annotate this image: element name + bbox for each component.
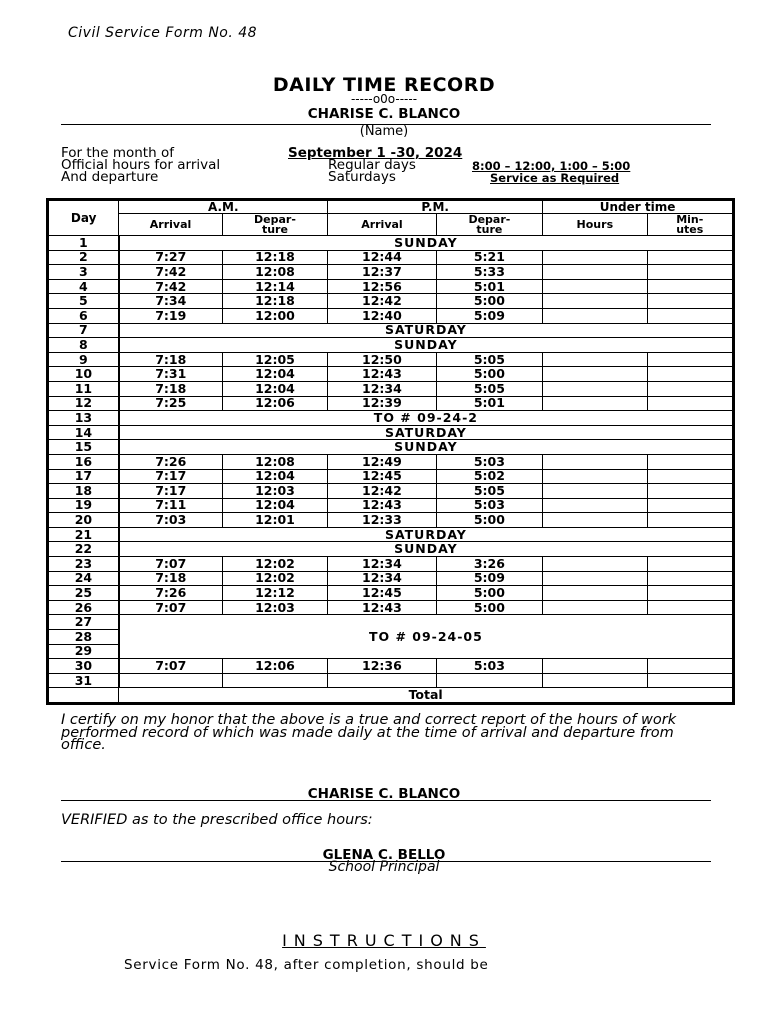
pm-departure-cell: 5:05	[436, 352, 542, 367]
table-row	[48, 571, 734, 586]
pm-departure-cell: 5:03	[436, 454, 542, 469]
day-cell: 1	[48, 236, 119, 251]
pm-arrival-cell: 12:56	[328, 279, 436, 294]
am-arrival-cell: 7:18	[119, 381, 222, 396]
verified-text: VERIFIED as to the prescribed office hours:	[61, 812, 373, 828]
undertime-minutes-cell	[647, 484, 733, 499]
table-row	[48, 323, 734, 338]
am-departure-cell: 12:04	[222, 498, 327, 513]
day-cell: 29	[48, 644, 119, 659]
am-departure-cell: 12:01	[222, 513, 327, 528]
instructions-text: Service Form No. 48, after completion, should be	[124, 957, 489, 973]
day-note-cell: TO # 09-24-05	[119, 615, 734, 659]
table-row	[48, 586, 734, 601]
pm-departure-cell: 5:33	[436, 265, 542, 280]
day-note-cell: SUNDAY	[119, 440, 734, 455]
undertime-hours-cell	[543, 294, 647, 309]
employee-name: CHARISE C. BLANCO	[307, 106, 461, 122]
am-departure-cell: 12:18	[222, 250, 327, 265]
month-label: For the month of	[61, 145, 174, 161]
table-row	[48, 469, 734, 484]
pm-departure-cell: 5:09	[436, 308, 542, 323]
undertime-hours-cell	[543, 352, 647, 367]
pm-arrival-cell: 12:50	[328, 352, 436, 367]
day-cell: 17	[48, 469, 119, 484]
pm-arrival-cell: 12:43	[328, 498, 436, 513]
am-arrival-cell: 7:27	[119, 250, 222, 265]
day-cell: 18	[48, 484, 119, 499]
undertime-minutes-cell	[647, 308, 733, 323]
table-row	[48, 265, 734, 280]
table-row	[48, 396, 734, 411]
am-arrival-cell: 7:11	[119, 498, 222, 513]
pm-departure-cell: 3:26	[436, 557, 542, 572]
official-hours-label: Official hours for arrival	[61, 157, 221, 173]
undertime-minutes-cell	[647, 673, 733, 688]
am-arrival-cell: 7:18	[119, 571, 222, 586]
undertime-hours-cell	[543, 454, 647, 469]
day-cell: 20	[48, 513, 119, 528]
undertime-minutes-cell	[647, 352, 733, 367]
pm-departure-cell: 5:00	[436, 600, 542, 615]
pm-arrival-cell: 12:34	[328, 381, 436, 396]
am-departure-cell: 12:08	[222, 454, 327, 469]
departure-label: And departure	[61, 169, 159, 185]
certification-text: I certify on my honor that the above is a true and correct report of the hours of work performed record of which was made daily at the time of arrival and departure from office.	[61, 712, 677, 753]
undertime-hours-cell	[543, 600, 647, 615]
pm-departure-cell: 5:21	[436, 250, 542, 265]
day-cell: 30	[48, 659, 119, 674]
name-caption: (Name)	[359, 124, 409, 139]
table-row	[48, 425, 734, 440]
table-row	[48, 236, 734, 251]
saturdays-value: Service as Required	[490, 171, 620, 185]
table-row	[48, 673, 734, 688]
undertime-hours-cell	[543, 571, 647, 586]
am-departure-cell: 12:03	[222, 484, 327, 499]
table-row	[48, 352, 734, 367]
day-cell: 7	[48, 323, 119, 338]
undertime-minutes-cell	[647, 557, 733, 572]
am-arrival-cell: 7:26	[119, 586, 222, 601]
am-arrival-cell: 7:42	[119, 265, 222, 280]
day-cell: 23	[48, 557, 119, 572]
day-cell: 12	[48, 396, 119, 411]
am-departure-cell: 12:06	[222, 659, 327, 674]
pm-departure-cell: 5:03	[436, 498, 542, 513]
am-arrival-cell: 7:18	[119, 352, 222, 367]
undertime-hours-cell	[543, 513, 647, 528]
undertime-hours-cell	[543, 381, 647, 396]
undertime-hours-cell	[543, 250, 647, 265]
pm-arrival-cell: 12:45	[328, 469, 436, 484]
day-cell: 31	[48, 673, 119, 688]
day-note-cell: SATURDAY	[119, 323, 734, 338]
day-cell: 8	[48, 338, 119, 353]
am-header: A.M.	[119, 200, 328, 214]
am-arrival-cell	[119, 673, 222, 688]
verifier-position: School Principal	[328, 859, 440, 875]
day-cell: 19	[48, 498, 119, 513]
undertime-minutes-cell	[647, 498, 733, 513]
day-note-cell: SUNDAY	[119, 236, 734, 251]
title-separator: -----o0o-----	[350, 92, 418, 106]
day-cell: 5	[48, 294, 119, 309]
table-row	[48, 557, 734, 572]
total-label: Total	[119, 688, 734, 704]
am-departure-cell: 12:02	[222, 571, 327, 586]
table-row	[48, 250, 734, 265]
table-row	[48, 294, 734, 309]
day-cell: 13	[48, 411, 119, 426]
undertime-minutes-header: Min- utes	[647, 214, 733, 236]
day-note-cell: TO # 09-24-2	[119, 411, 734, 426]
am-departure-cell	[222, 673, 327, 688]
time-record-table	[46, 198, 735, 705]
pm-arrival-cell: 12:42	[328, 294, 436, 309]
table-row	[48, 615, 734, 630]
table-row	[48, 513, 734, 528]
pm-arrival-cell	[328, 673, 436, 688]
am-departure-cell: 12:02	[222, 557, 327, 572]
undertime-minutes-cell	[647, 659, 733, 674]
total-spacer-cell	[48, 688, 119, 704]
table-row	[48, 440, 734, 455]
saturdays-label: Saturdays	[328, 169, 396, 185]
undertime-minutes-cell	[647, 571, 733, 586]
undertime-minutes-cell	[647, 600, 733, 615]
undertime-hours-cell	[543, 673, 647, 688]
verifier-name: GLENA C. BELLO	[322, 847, 446, 863]
table-row	[48, 454, 734, 469]
pm-arrival-cell: 12:42	[328, 484, 436, 499]
undertime-hours-cell	[543, 367, 647, 382]
pm-departure-cell: 5:05	[436, 484, 542, 499]
table-row	[48, 527, 734, 542]
day-cell: 3	[48, 265, 119, 280]
pm-arrival-cell: 12:36	[328, 659, 436, 674]
pm-arrival-cell: 12:45	[328, 586, 436, 601]
am-departure-cell: 12:04	[222, 381, 327, 396]
day-cell: 21	[48, 527, 119, 542]
undertime-hours-cell	[543, 396, 647, 411]
pm-header: P.M.	[328, 200, 543, 214]
day-cell: 4	[48, 279, 119, 294]
day-cell: 10	[48, 367, 119, 382]
am-arrival-cell: 7:42	[119, 279, 222, 294]
document-title: DAILY TIME RECORD	[272, 74, 496, 96]
day-cell: 15	[48, 440, 119, 455]
am-departure-header: Depar- ture	[222, 214, 327, 236]
am-arrival-cell: 7:07	[119, 600, 222, 615]
undertime-minutes-cell	[647, 279, 733, 294]
instructions-heading-wrap	[0, 931, 768, 950]
undertime-hours-cell	[543, 279, 647, 294]
undertime-hours-cell	[543, 265, 647, 280]
table-row	[48, 308, 734, 323]
undertime-hours-cell	[543, 557, 647, 572]
pm-arrival-cell: 12:34	[328, 571, 436, 586]
pm-departure-cell: 5:01	[436, 396, 542, 411]
am-arrival-cell: 7:34	[119, 294, 222, 309]
regular-days-label: Regular days	[328, 157, 416, 173]
pm-departure-cell: 5:00	[436, 586, 542, 601]
am-departure-cell: 12:14	[222, 279, 327, 294]
table-row	[48, 498, 734, 513]
table-row	[48, 484, 734, 499]
day-cell: 27	[48, 615, 119, 630]
table-row	[48, 381, 734, 396]
am-arrival-cell: 7:17	[119, 484, 222, 499]
am-departure-cell: 12:00	[222, 308, 327, 323]
undertime-minutes-cell	[647, 294, 733, 309]
table-row	[48, 659, 734, 674]
table-row	[48, 411, 734, 426]
pm-departure-cell: 5:05	[436, 381, 542, 396]
day-cell: 14	[48, 425, 119, 440]
am-departure-cell: 12:18	[222, 294, 327, 309]
am-arrival-cell: 7:25	[119, 396, 222, 411]
undertime-hours-header: Hours	[543, 214, 647, 236]
pm-arrival-cell: 12:33	[328, 513, 436, 528]
instructions-heading: INSTRUCTIONS	[282, 931, 486, 950]
undertime-hours-cell	[543, 586, 647, 601]
undertime-minutes-cell	[647, 250, 733, 265]
undertime-hours-cell	[543, 308, 647, 323]
pm-departure-cell: 5:00	[436, 294, 542, 309]
pm-arrival-cell: 12:37	[328, 265, 436, 280]
pm-arrival-cell: 12:44	[328, 250, 436, 265]
pm-arrival-cell: 12:40	[328, 308, 436, 323]
undertime-minutes-cell	[647, 454, 733, 469]
table-row	[48, 542, 734, 557]
pm-arrival-cell: 12:43	[328, 367, 436, 382]
undertime-minutes-cell	[647, 381, 733, 396]
day-cell: 16	[48, 454, 119, 469]
day-cell: 24	[48, 571, 119, 586]
pm-departure-cell: 5:01	[436, 279, 542, 294]
undertime-minutes-cell	[647, 367, 733, 382]
undertime-minutes-cell	[647, 265, 733, 280]
day-cell: 11	[48, 381, 119, 396]
day-cell: 6	[48, 308, 119, 323]
pm-arrival-cell: 12:34	[328, 557, 436, 572]
form-number: Civil Service Form No. 48	[68, 25, 258, 41]
undertime-hours-cell	[543, 498, 647, 513]
pm-departure-cell: 5:00	[436, 513, 542, 528]
day-cell: 2	[48, 250, 119, 265]
month-value: September 1 -30, 2024	[288, 145, 463, 161]
day-cell: 9	[48, 352, 119, 367]
undertime-minutes-cell	[647, 513, 733, 528]
am-arrival-header: Arrival	[119, 214, 222, 236]
am-arrival-cell: 7:07	[119, 659, 222, 674]
undertime-minutes-cell	[647, 586, 733, 601]
day-note-cell: SUNDAY	[119, 338, 734, 353]
pm-arrival-cell: 12:39	[328, 396, 436, 411]
day-header: Day	[48, 200, 119, 236]
pm-departure-cell: 5:00	[436, 367, 542, 382]
undertime-hours-cell	[543, 469, 647, 484]
pm-departure-cell	[436, 673, 542, 688]
undertime-hours-cell	[543, 659, 647, 674]
day-cell: 25	[48, 586, 119, 601]
pm-arrival-cell: 12:43	[328, 600, 436, 615]
pm-departure-cell: 5:02	[436, 469, 542, 484]
total-row	[48, 688, 734, 704]
day-cell: 28	[48, 630, 119, 645]
day-note-cell: SATURDAY	[119, 425, 734, 440]
pm-departure-cell: 5:09	[436, 571, 542, 586]
table-row	[48, 338, 734, 353]
undertime-hours-cell	[543, 484, 647, 499]
employee-signature-name: CHARISE C. BLANCO	[307, 786, 461, 802]
am-arrival-cell: 7:26	[119, 454, 222, 469]
regular-days-value: 8:00 – 12:00, 1:00 – 5:00	[472, 159, 631, 173]
am-arrival-cell: 7:31	[119, 367, 222, 382]
undertime-header: Under time	[543, 200, 734, 214]
am-departure-cell: 12:05	[222, 352, 327, 367]
pm-departure-header: Depar- ture	[436, 214, 542, 236]
am-departure-cell: 12:04	[222, 367, 327, 382]
pm-arrival-header: Arrival	[328, 214, 436, 236]
pm-arrival-cell: 12:49	[328, 454, 436, 469]
employee-signature-line	[61, 800, 711, 801]
am-departure-cell: 12:12	[222, 586, 327, 601]
table-row	[48, 367, 734, 382]
table-row	[48, 279, 734, 294]
am-arrival-cell: 7:17	[119, 469, 222, 484]
day-note-cell: SATURDAY	[119, 527, 734, 542]
day-cell: 22	[48, 542, 119, 557]
undertime-minutes-cell	[647, 469, 733, 484]
am-arrival-cell: 7:19	[119, 308, 222, 323]
undertime-minutes-cell	[647, 396, 733, 411]
am-departure-cell: 12:04	[222, 469, 327, 484]
day-cell: 26	[48, 600, 119, 615]
day-note-cell: SUNDAY	[119, 542, 734, 557]
am-arrival-cell: 7:07	[119, 557, 222, 572]
am-arrival-cell: 7:03	[119, 513, 222, 528]
am-departure-cell: 12:03	[222, 600, 327, 615]
pm-departure-cell: 5:03	[436, 659, 542, 674]
am-departure-cell: 12:06	[222, 396, 327, 411]
am-departure-cell: 12:08	[222, 265, 327, 280]
table-row	[48, 600, 734, 615]
